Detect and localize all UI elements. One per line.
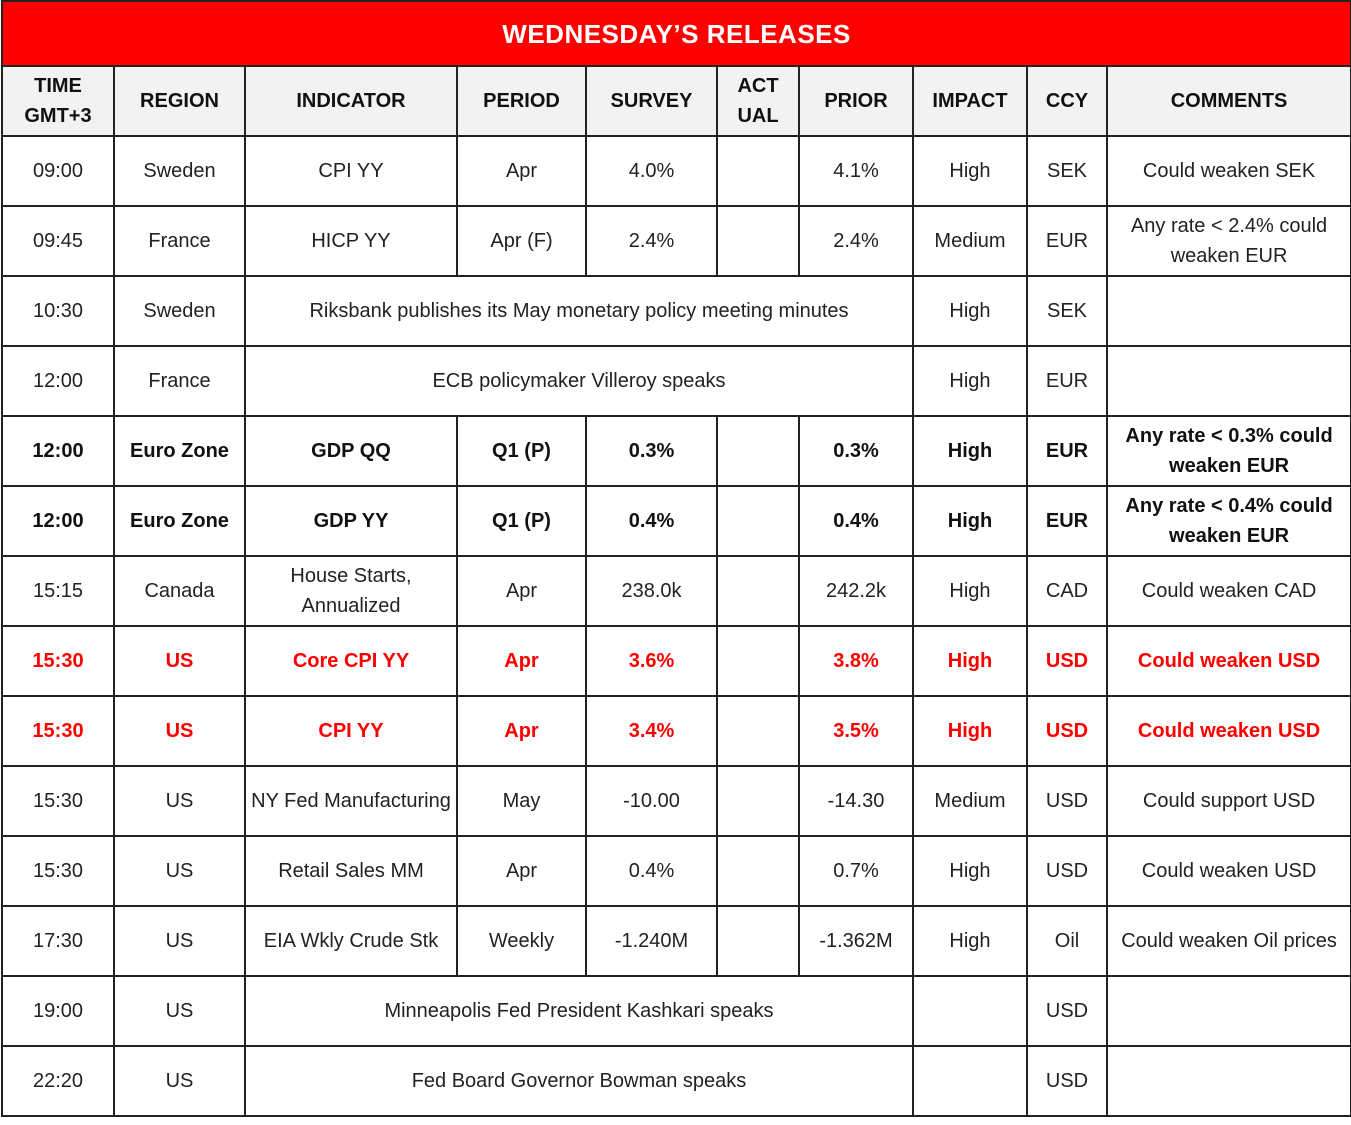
cell-actual [717, 206, 799, 276]
table-title: WEDNESDAY’S RELEASES [2, 1, 1351, 66]
cell-ccy: Oil [1027, 906, 1107, 976]
cell-comments: Any rate < 0.3% could weaken EUR [1107, 416, 1351, 486]
cell-survey: -1.240M [586, 906, 717, 976]
cell-region: Euro Zone [114, 486, 245, 556]
cell-period: Apr [457, 836, 586, 906]
cell-prior: 0.7% [799, 836, 913, 906]
cell-survey: 0.4% [586, 486, 717, 556]
cell-region: US [114, 696, 245, 766]
cell-ccy: USD [1027, 836, 1107, 906]
cell-event-description: Fed Board Governor Bowman speaks [245, 1046, 913, 1116]
releases-table [1, 0, 1351, 1117]
cell-ccy: SEK [1027, 136, 1107, 206]
cell-period: Apr [457, 136, 586, 206]
cell-prior: -14.30 [799, 766, 913, 836]
cell-survey: -10.00 [586, 766, 717, 836]
cell-prior: 3.8% [799, 626, 913, 696]
cell-ccy: EUR [1027, 416, 1107, 486]
cell-indicator: GDP YY [245, 486, 457, 556]
cell-survey: 4.0% [586, 136, 717, 206]
table-row [2, 556, 1351, 626]
table-row [2, 976, 1351, 1046]
cell-ccy: USD [1027, 976, 1107, 1046]
cell-prior: 242.2k [799, 556, 913, 626]
cell-time: 10:30 [2, 276, 114, 346]
cell-survey: 0.4% [586, 836, 717, 906]
cell-indicator: GDP QQ [245, 416, 457, 486]
cell-ccy: USD [1027, 626, 1107, 696]
cell-time: 22:20 [2, 1046, 114, 1116]
table-row [2, 136, 1351, 206]
cell-time: 09:45 [2, 206, 114, 276]
header-ccy: CCY [1027, 66, 1107, 136]
cell-period: Weekly [457, 906, 586, 976]
cell-actual [717, 906, 799, 976]
cell-comments: Could weaken USD [1107, 836, 1351, 906]
cell-period: Apr [457, 626, 586, 696]
cell-comments: Could support USD [1107, 766, 1351, 836]
cell-impact: High [913, 836, 1027, 906]
cell-indicator: CPI YY [245, 136, 457, 206]
header-impact: IMPACT [913, 66, 1027, 136]
header-survey: SURVEY [586, 66, 717, 136]
cell-actual [717, 836, 799, 906]
cell-time: 15:30 [2, 696, 114, 766]
cell-impact: High [913, 486, 1027, 556]
table-row [2, 486, 1351, 556]
cell-period: Apr (F) [457, 206, 586, 276]
table-body [2, 136, 1351, 1116]
cell-indicator: NY Fed Manufacturing [245, 766, 457, 836]
cell-period: Q1 (P) [457, 486, 586, 556]
cell-comments: Any rate < 0.4% could weaken EUR [1107, 486, 1351, 556]
cell-impact [913, 1046, 1027, 1116]
cell-actual [717, 766, 799, 836]
cell-comments [1107, 346, 1351, 416]
cell-indicator: HICP YY [245, 206, 457, 276]
header-indicator: INDICATOR [245, 66, 457, 136]
cell-region: France [114, 346, 245, 416]
table-row [2, 416, 1351, 486]
table-row [2, 696, 1351, 766]
cell-impact: High [913, 136, 1027, 206]
cell-impact [913, 976, 1027, 1046]
cell-survey: 0.3% [586, 416, 717, 486]
cell-actual [717, 486, 799, 556]
cell-impact: Medium [913, 206, 1027, 276]
cell-actual [717, 626, 799, 696]
cell-period: Apr [457, 556, 586, 626]
cell-indicator: House Starts, Annualized [245, 556, 457, 626]
header-row [2, 66, 1351, 136]
header-time: TIME GMT+3 [2, 66, 114, 136]
header-comments: COMMENTS [1107, 66, 1351, 136]
table-row [2, 346, 1351, 416]
cell-impact: Medium [913, 766, 1027, 836]
cell-comments [1107, 1046, 1351, 1116]
cell-survey: 238.0k [586, 556, 717, 626]
table-row [2, 276, 1351, 346]
cell-time: 15:15 [2, 556, 114, 626]
header-period: PERIOD [457, 66, 586, 136]
cell-time: 15:30 [2, 836, 114, 906]
cell-comments: Any rate < 2.4% could weaken EUR [1107, 206, 1351, 276]
cell-region: France [114, 206, 245, 276]
table-row [2, 626, 1351, 696]
cell-region: US [114, 1046, 245, 1116]
table-row [2, 766, 1351, 836]
cell-indicator: EIA Wkly Crude Stk [245, 906, 457, 976]
cell-survey: 3.6% [586, 626, 717, 696]
cell-ccy: EUR [1027, 486, 1107, 556]
table-row [2, 836, 1351, 906]
cell-prior: 3.5% [799, 696, 913, 766]
cell-actual [717, 136, 799, 206]
cell-event-description: Minneapolis Fed President Kashkari speaks [245, 976, 913, 1046]
cell-ccy: SEK [1027, 276, 1107, 346]
cell-ccy: USD [1027, 766, 1107, 836]
cell-time: 12:00 [2, 416, 114, 486]
cell-region: Sweden [114, 136, 245, 206]
cell-comments [1107, 976, 1351, 1046]
cell-time: 15:30 [2, 766, 114, 836]
cell-actual [717, 416, 799, 486]
cell-region: US [114, 766, 245, 836]
header-prior: PRIOR [799, 66, 913, 136]
cell-time: 17:30 [2, 906, 114, 976]
cell-region: US [114, 906, 245, 976]
cell-impact: High [913, 906, 1027, 976]
cell-region: Sweden [114, 276, 245, 346]
cell-comments [1107, 276, 1351, 346]
cell-comments: Could weaken USD [1107, 696, 1351, 766]
cell-region: US [114, 836, 245, 906]
cell-region: US [114, 976, 245, 1046]
cell-ccy: CAD [1027, 556, 1107, 626]
cell-ccy: EUR [1027, 346, 1107, 416]
cell-indicator: Core CPI YY [245, 626, 457, 696]
cell-prior: -1.362M [799, 906, 913, 976]
cell-event-description: ECB policymaker Villeroy speaks [245, 346, 913, 416]
cell-survey: 2.4% [586, 206, 717, 276]
cell-region: Euro Zone [114, 416, 245, 486]
cell-region: Canada [114, 556, 245, 626]
cell-event-description: Riksbank publishes its May monetary policy meeting minutes [245, 276, 913, 346]
cell-survey: 3.4% [586, 696, 717, 766]
cell-ccy: USD [1027, 1046, 1107, 1116]
cell-region: US [114, 626, 245, 696]
cell-period: Apr [457, 696, 586, 766]
cell-prior: 2.4% [799, 206, 913, 276]
header-region: REGION [114, 66, 245, 136]
cell-ccy: USD [1027, 696, 1107, 766]
cell-impact: High [913, 416, 1027, 486]
table-row [2, 1046, 1351, 1116]
cell-time: 12:00 [2, 486, 114, 556]
cell-impact: High [913, 346, 1027, 416]
cell-time: 19:00 [2, 976, 114, 1046]
cell-comments: Could weaken CAD [1107, 556, 1351, 626]
table-row [2, 906, 1351, 976]
cell-ccy: EUR [1027, 206, 1107, 276]
cell-impact: High [913, 696, 1027, 766]
cell-time: 12:00 [2, 346, 114, 416]
cell-prior: 0.4% [799, 486, 913, 556]
cell-actual [717, 696, 799, 766]
cell-impact: High [913, 276, 1027, 346]
cell-indicator: Retail Sales MM [245, 836, 457, 906]
cell-indicator: CPI YY [245, 696, 457, 766]
cell-impact: High [913, 556, 1027, 626]
cell-actual [717, 556, 799, 626]
cell-prior: 0.3% [799, 416, 913, 486]
cell-comments: Could weaken USD [1107, 626, 1351, 696]
cell-period: Q1 (P) [457, 416, 586, 486]
table-row [2, 206, 1351, 276]
cell-comments: Could weaken Oil prices [1107, 906, 1351, 976]
cell-impact: High [913, 626, 1027, 696]
cell-period: May [457, 766, 586, 836]
cell-prior: 4.1% [799, 136, 913, 206]
cell-time: 09:00 [2, 136, 114, 206]
cell-time: 15:30 [2, 626, 114, 696]
header-actual: ACT UAL [717, 66, 799, 136]
cell-comments: Could weaken SEK [1107, 136, 1351, 206]
